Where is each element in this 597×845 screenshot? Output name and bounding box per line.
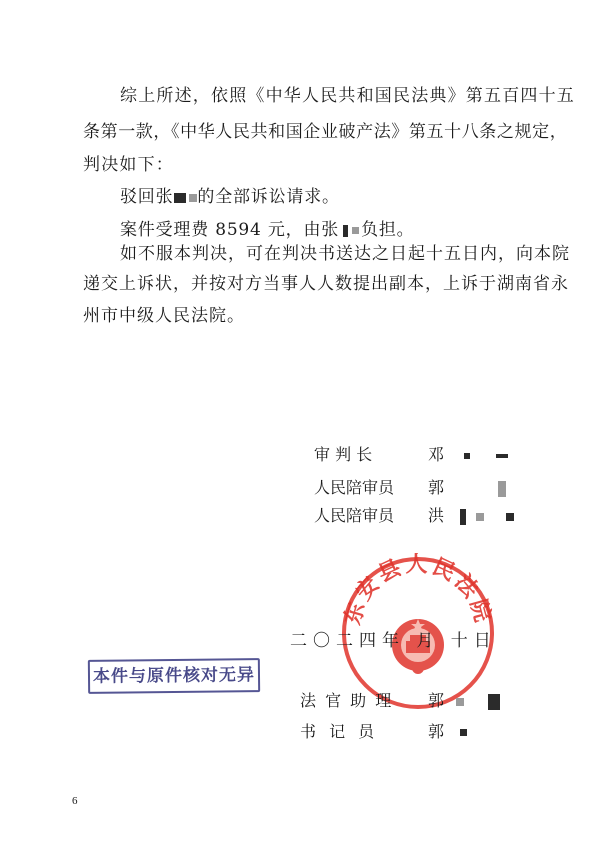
- clerk-role: 书 记 员: [300, 722, 379, 741]
- redaction: [476, 513, 484, 521]
- juror2-surname: 洪: [428, 506, 445, 525]
- juror1-name: [428, 480, 506, 497]
- redaction: [464, 453, 470, 459]
- redaction: [343, 225, 348, 237]
- ruling-item-2: [120, 222, 414, 239]
- juror2-role: 人民陪审员: [314, 506, 395, 525]
- judge-surname: 邓: [428, 445, 445, 464]
- paragraph-line: 如不服本判决，可在判决书送达之日起十五日内，向本院: [120, 244, 570, 264]
- assistant-role: 法 官 助 理: [300, 691, 394, 710]
- redaction: [460, 509, 466, 525]
- ruling-text: 的全部诉讼请求。: [197, 187, 340, 207]
- certified-copy-stamp: 本件与原件核对无异: [88, 658, 260, 694]
- paragraph-line: 综上所述，依照《中华人民共和国民法典》第五百四十五: [120, 86, 575, 106]
- ruling-text: 案件受理费 8594 元，由张: [120, 220, 340, 240]
- ruling-text: 驳回张: [120, 187, 174, 207]
- paragraph-line: 条第一款，《中华人民共和国企业破产法》第五十八条之规定，: [83, 122, 568, 142]
- judge-role: 审 判 长: [314, 445, 373, 464]
- juror1-role: 人民陪审员: [314, 478, 395, 497]
- ruling-item-1: [120, 189, 340, 206]
- redaction: [460, 729, 467, 736]
- redaction: [488, 694, 500, 710]
- juror1-surname: 郭: [428, 478, 445, 497]
- paragraph-line: 递交上诉状，并按对方当事人人数提出副本，上诉于湖南省永: [83, 274, 569, 294]
- clerk-name: [428, 724, 467, 740]
- juror2-name: [428, 508, 514, 525]
- redaction: [352, 227, 359, 234]
- judge-name: [428, 447, 508, 463]
- ruling-text: 负担。: [361, 220, 415, 240]
- assistant-name: [428, 693, 500, 710]
- redaction: [496, 454, 508, 458]
- assistant-surname: 郭: [428, 691, 445, 710]
- paragraph-line: 州市中级人民法院。: [83, 306, 245, 326]
- page-number: 6: [72, 795, 78, 807]
- redaction: [498, 481, 506, 497]
- paragraph-line: 判决如下：: [83, 155, 174, 175]
- redaction: [506, 513, 514, 521]
- seal-text: 东安县人民法院: [340, 553, 496, 628]
- svg-text:东安县人民法院: [340, 553, 496, 628]
- redaction: [456, 698, 464, 706]
- judgment-date: 二〇二四年 月 十日: [290, 631, 497, 651]
- redaction: [174, 193, 186, 203]
- clerk-surname: 郭: [428, 722, 445, 741]
